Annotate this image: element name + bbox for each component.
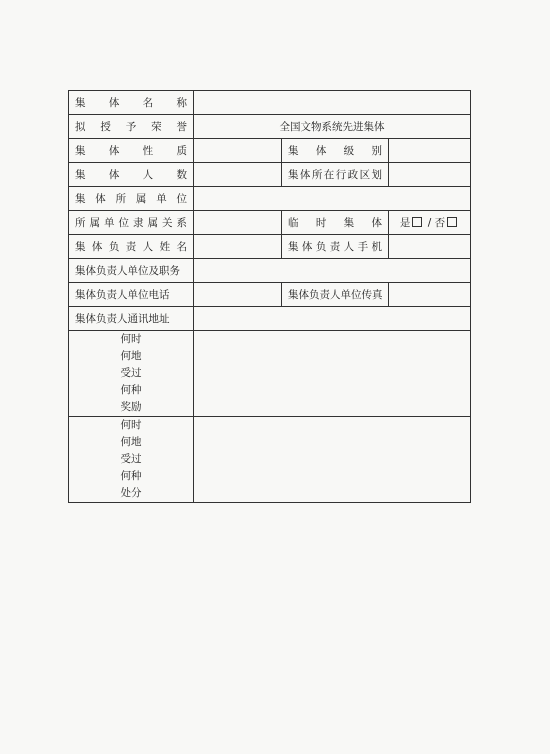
leader-unit-phone-label: 集体负责人单位电话	[69, 283, 194, 307]
region-field[interactable]	[389, 163, 471, 187]
row-punishments	[69, 417, 471, 503]
punishments-label-line: 受过	[120, 453, 142, 465]
row-subordination-temporary	[69, 211, 471, 235]
temporary-yes-checkbox[interactable]	[412, 217, 422, 227]
region-label: 集体所在行政区划	[282, 163, 389, 187]
punishments-label-line: 何种	[120, 470, 142, 482]
collective-name-label: 集体名称	[69, 91, 194, 115]
leader-unit-fax-field[interactable]	[389, 283, 471, 307]
temporary-yes-label: 是	[399, 217, 411, 229]
proposed-honor-label: 拟授予荣誉	[69, 115, 194, 139]
leader-name-field[interactable]	[194, 235, 282, 259]
row-proposed-honor	[69, 115, 471, 139]
leader-unit-phone-field[interactable]	[194, 283, 282, 307]
collective-nature-field[interactable]	[194, 139, 282, 163]
temporary-no-label: 否	[434, 217, 446, 229]
leader-unit-title-label: 集体负责人单位及职务	[69, 259, 194, 283]
leader-name-label: 集体负责人姓名	[69, 235, 194, 259]
member-count-field[interactable]	[194, 163, 282, 187]
awards-label-line: 奖励	[120, 401, 142, 413]
awards-label-line: 何地	[120, 350, 142, 362]
temporary-choice	[389, 211, 471, 235]
row-leader-name-mobile	[69, 235, 471, 259]
leader-mobile-field[interactable]	[389, 235, 471, 259]
awards-label-line: 受过	[120, 367, 142, 379]
member-count-label: 集体人数	[69, 163, 194, 187]
subordination-field[interactable]	[194, 211, 282, 235]
temporary-label: 临时集体	[282, 211, 389, 235]
leader-mobile-label: 集体负责人手机	[282, 235, 389, 259]
row-awards	[69, 331, 471, 417]
temporary-separator: /	[427, 217, 432, 229]
parent-unit-label: 集体所属单位	[69, 187, 194, 211]
application-form-table	[68, 90, 471, 503]
leader-address-label: 集体负责人通讯地址	[69, 307, 194, 331]
leader-address-field[interactable]	[194, 307, 471, 331]
row-nature-level	[69, 139, 471, 163]
punishments-label-line: 何时	[120, 419, 142, 431]
collective-name-field[interactable]	[194, 91, 471, 115]
collective-level-label: 集体级别	[282, 139, 389, 163]
temporary-no-checkbox[interactable]	[447, 217, 457, 227]
awards-label-line: 何种	[120, 384, 142, 396]
parent-unit-field[interactable]	[194, 187, 471, 211]
row-leader-unit-title	[69, 259, 471, 283]
punishments-label-line: 何地	[120, 436, 142, 448]
collective-nature-label: 集体性质	[69, 139, 194, 163]
subordination-label: 所属单位隶属关系	[69, 211, 194, 235]
row-count-region	[69, 163, 471, 187]
punishments-label	[69, 417, 194, 503]
leader-unit-title-field[interactable]	[194, 259, 471, 283]
collective-level-field[interactable]	[389, 139, 471, 163]
leader-unit-fax-label: 集体负责人单位传真	[282, 283, 389, 307]
proposed-honor-value: 全国文物系统先进集体	[194, 115, 471, 139]
awards-label-line: 何时	[120, 333, 142, 345]
awards-field[interactable]	[194, 331, 471, 417]
row-leader-phone-fax	[69, 283, 471, 307]
punishments-label-line: 处分	[120, 487, 142, 499]
awards-label	[69, 331, 194, 417]
punishments-field[interactable]	[194, 417, 471, 503]
row-collective-name	[69, 91, 471, 115]
row-leader-address	[69, 307, 471, 331]
row-parent-unit	[69, 187, 471, 211]
